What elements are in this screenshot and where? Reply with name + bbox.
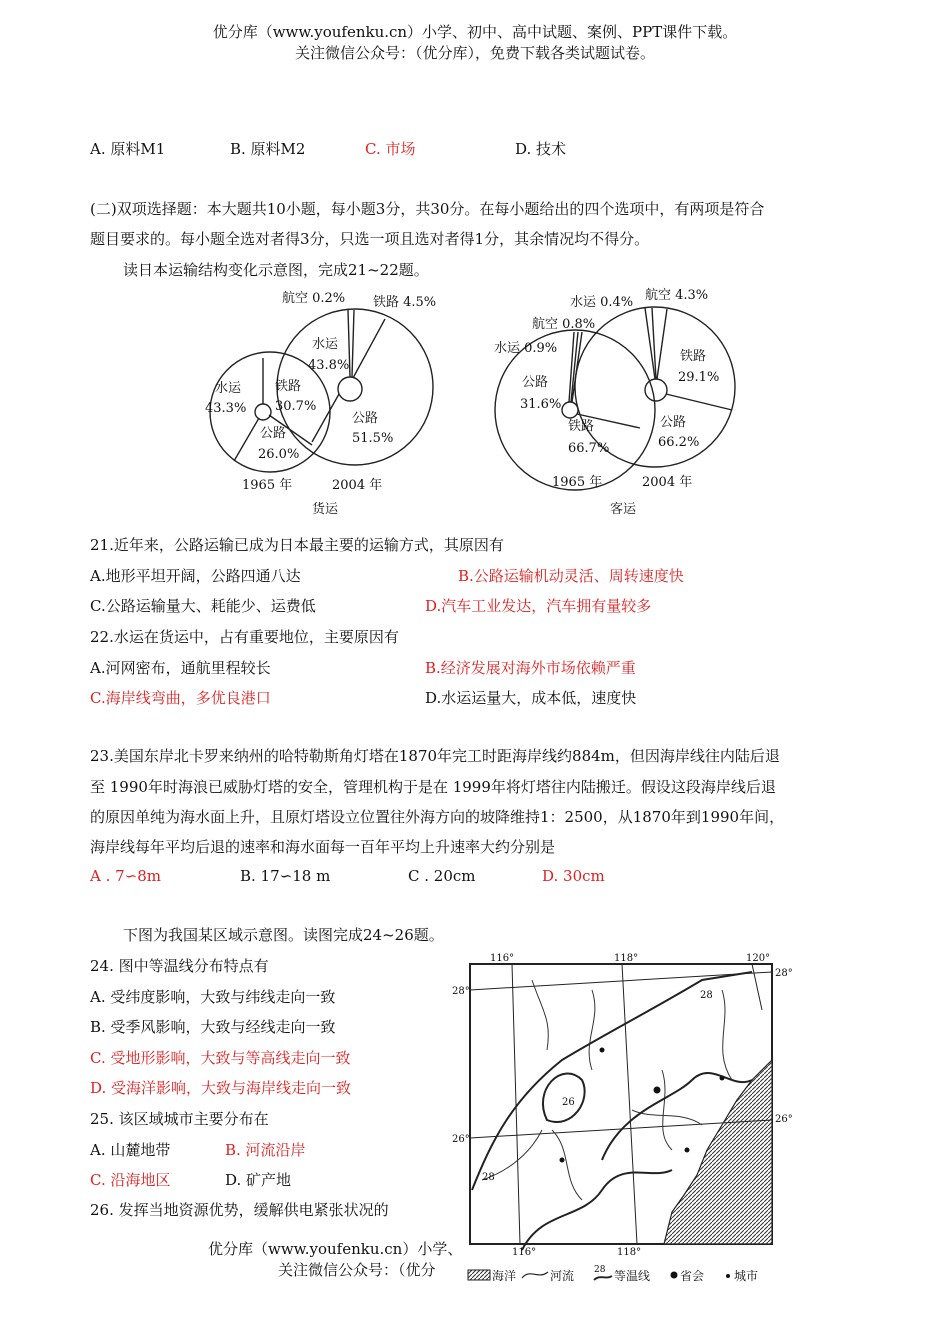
q21-option-d: D.汽车工业发达，汽车拥有量较多 [425,597,652,615]
passenger-1965-rail-pct: 66.7% [568,441,610,456]
lon-116-top: 116° [490,953,515,964]
q21-option-a: A.地形平坦开阔，公路四通八达 [90,567,301,585]
q23-line-4: 海岸线每年平均后退的速率和海水面每一百年平均上升速率大约分别是 [90,838,556,856]
legend-capital: 省会 [680,1269,705,1283]
lat-28-right: 28° [775,968,793,979]
q22-option-a: A.河网密布，通航里程较长 [90,659,271,677]
section2-intro-2: 题目要求的。每小题全选对者得3分，只选一项且选对者得1分，其余情况均不得分。 [90,230,650,248]
freight-2004-water-pct: 43.8% [308,358,350,373]
q23-option-a: A . 7∽8m [90,867,162,885]
q25-option-c: C. 沿海地区 [90,1171,171,1189]
isotherm-label-26: 26 [562,1097,575,1108]
freight-2004-water-label: 水运 [312,337,339,352]
passenger-2004-water-label: 水运 0.4% [570,295,634,310]
passenger-2004-road-pct: 66.2% [658,435,700,450]
q24-option-d: D. 受海洋影响，大致与海岸线走向一致 [90,1079,352,1097]
lon-118-top: 118° [614,953,639,964]
legend-isotherm: 等温线 [614,1269,651,1283]
header-line-2: 关注微信公众号：（优分库），免费下载各类试题试卷。 [294,44,655,62]
freight-2004-road-label: 公路 [352,411,379,426]
q24-option-a: A. 受纬度影响，大致与纬线走向一致 [90,988,336,1006]
passenger-1965-rail-label: 铁路 [568,419,595,434]
lon-116-bottom: 116° [512,1247,537,1258]
isotherm-label-28-south: 28 [482,1172,495,1183]
legend-sea: 海洋 [492,1269,517,1283]
q23-line-2: 至 1990年时海浪已威胁灯塔的安全，管理机构于是在 1999年将灯塔往内陆搬迁。假设这段海岸线后退 [90,778,776,796]
q22-option-c: C.海岸线弯曲，多优良港口 [90,689,271,707]
freight-year-2004: 2004 年 [332,478,383,493]
q25-option-a: A. 山麓地带 [90,1141,171,1159]
passenger-1965-road-pct: 31.6% [520,397,562,412]
section2-intro-1: (二)双项选择题：本大题共10小题，每小题3分，共30分。在每小题给出的四个选项中，有两项是符合 [90,200,765,218]
q24-option-b: B. 受季风影响，大致与经线走向一致 [90,1018,336,1036]
legend-iso-value: 28 [594,1265,606,1275]
q23-line-3: 的原因单纯为海水面上升，且原灯塔设立位置往外海方向的坡降维持1：2500，从1870年到1990年间， [90,808,785,826]
lat-28-left: 28° [452,986,470,997]
freight-2004-rail-label: 铁路 4.5% [373,295,437,310]
q23-option-c: C . 20cm [408,867,476,885]
q22-stem: 22.水运在货运中，占有重要地位，主要原因有 [90,628,399,646]
freight-2004-road-pct: 51.5% [352,431,394,446]
q26-stem: 26. 发挥当地资源优势，缓解供电紧张状况的 [90,1201,389,1219]
q21-option-b: B.公路运输机动灵活、周转速度快 [458,567,684,585]
passenger-2004-air-label: 航空 4.3% [645,288,709,303]
q22-option-d: D.水运运量大，成本低，速度快 [425,689,637,707]
q21-option-c: C.公路运输量大、耗能少、运费低 [90,597,316,615]
read-prompt: 读日本运输结构变化示意图，完成21~22题。 [123,261,429,279]
freight-1965-rail-pct: 30.7% [275,399,317,414]
lon-120-top: 120° [746,953,771,964]
freight-2004-air-label: 航空 0.2% [282,291,346,306]
freight-1965-water-label: 水运 [215,381,242,396]
japan-transport-figure [200,282,760,518]
passenger-2004-rail-pct: 29.1% [678,370,720,385]
freight-year-1965: 1965 年 [242,478,293,493]
q22-option-b: B.经济发展对海外市场依赖严重 [425,659,636,677]
passenger-year-2004: 2004 年 [642,475,693,490]
footer-line-2: 关注微信公众号：（优分 [278,1261,436,1279]
passenger-1965-water-label: 水运 0.9% [494,341,558,356]
q25-option-d: D. 矿产地 [225,1171,292,1189]
legend-river: 河流 [550,1269,575,1283]
q23-option-b: B. 17∽18 m [240,867,331,885]
q20-option-b: B. 原料M2 [230,140,306,158]
freight-title: 货运 [312,502,339,517]
q20-option-d: D. 技术 [515,140,567,158]
passenger-title: 客运 [610,502,637,517]
footer-line-1: 优分库（www.youfenku.cn）小学、 [208,1240,463,1258]
isotherm-label-28-north: 28 [700,990,713,1001]
region-map [452,950,797,1295]
q20-option-c: C. 市场 [365,140,416,158]
q24-stem: 24. 图中等温线分布特点有 [90,957,269,975]
freight-1965-road-pct: 26.0% [258,447,300,462]
header-line-1: 优分库（www.youfenku.cn）小学、初中、高中试题、案例、PPT课件下载。 [212,23,738,41]
lon-118-bottom: 118° [617,1247,642,1258]
freight-1965-water-pct: 43.3% [205,401,247,416]
passenger-2004-rail-label: 铁路 [680,349,707,364]
passenger-1965-road-label: 公路 [522,375,549,390]
q25-option-b: B. 河流沿岸 [225,1141,306,1159]
q20-option-a: A. 原料M1 [90,140,166,158]
freight-1965-rail-label: 铁路 [275,379,302,394]
passenger-1965-air-label: 航空 0.8% [532,317,596,332]
lat-26-left: 26° [452,1134,470,1145]
q23-line-1: 23.美国东岸北卡罗来纳州的哈特勒斯角灯塔在1870年完工时距海岸线约884m，但因海岸线往内陆后退 [90,747,780,765]
q25-stem: 25. 该区域城市主要分布在 [90,1110,269,1128]
legend-city: 城市 [734,1269,759,1283]
q21-stem: 21.近年来，公路运输已成为日本最主要的运输方式，其原因有 [90,536,504,554]
lat-26-right: 26° [775,1114,793,1125]
q23-option-d: D. 30cm [542,867,605,885]
capital-city [654,1087,661,1094]
q24-option-c: C. 受地形影响，大致与等高线走向一致 [90,1049,351,1067]
freight-1965-road-label: 公路 [260,426,287,441]
passenger-2004-road-label: 公路 [660,415,687,430]
passenger-year-1965: 1965 年 [552,475,603,490]
region-prompt: 下图为我国某区域示意图。读图完成24~26题。 [123,926,444,944]
